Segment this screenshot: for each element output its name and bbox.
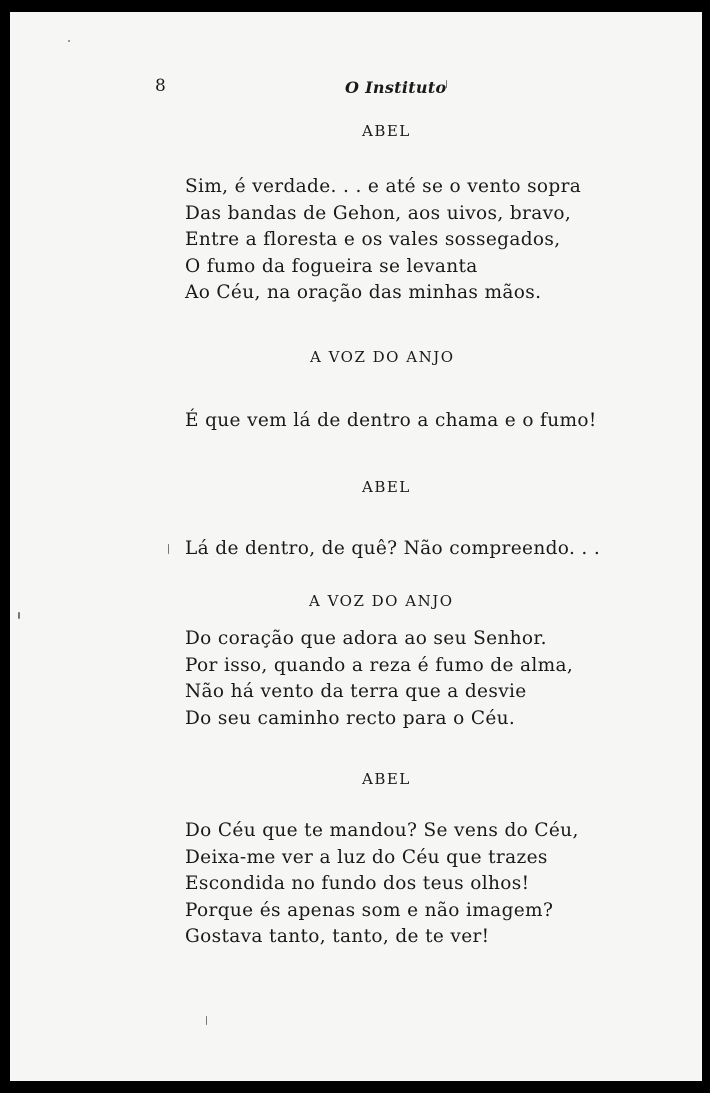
verse-stanza <box>185 408 597 435</box>
running-head: O Instituto <box>345 78 447 97</box>
verse-line: O fumo da fogueira se levanta <box>185 255 478 277</box>
verse-line: Do coração que adora ao seu Senhor. <box>185 628 547 649</box>
verse-line: Lá de dentro, de quê? Não compreendo. . . <box>185 538 601 559</box>
book-page <box>10 12 702 1081</box>
scan-speck <box>206 1016 207 1025</box>
scan-speck <box>446 80 447 88</box>
verse-line: É que vem lá de dentro a chama e o fumo! <box>185 410 597 431</box>
verse-stanza <box>185 818 579 951</box>
verse-line: Gostava tanto, tanto, de te ver! <box>185 926 490 947</box>
verse-line: Porque és apenas som e não imagem? <box>185 899 554 921</box>
verse-line: Não há vento da terra que a desvie <box>185 681 527 702</box>
speaker-heading: ABEL <box>362 770 411 788</box>
page-number: 8 <box>155 76 167 96</box>
verse-line: Ao Céu, na oração das minhas mãos. <box>185 282 542 303</box>
speaker-heading: A VOZ DO ANJO <box>310 348 455 366</box>
verse-line: Entre a floresta e os vales sossegados, <box>185 229 561 250</box>
verse-line: Por isso, quando a reza é fumo de alma, <box>185 654 574 676</box>
verse-line: Do seu caminho recto para o Céu. <box>185 707 516 729</box>
scan-speck <box>18 612 20 619</box>
verse-stanza <box>185 536 600 563</box>
verse-stanza <box>185 174 581 307</box>
verse-line: Escondida no fundo dos teus olhos! <box>185 873 530 894</box>
scan-speck <box>68 40 70 42</box>
verse-line: Do Céu que te mandou? Se vens do Céu, <box>185 820 579 841</box>
verse-line: Deixa-me ver a luz do Céu que trazes <box>185 846 548 868</box>
speaker-heading: ABEL <box>362 122 411 140</box>
scan-speck <box>168 544 169 554</box>
verse-stanza <box>185 626 573 732</box>
verse-line: Das bandas de Gehon, aos uivos, bravo, <box>185 202 572 224</box>
verse-line: Sim, é verdade. . . e até se o vento sopra <box>185 176 582 197</box>
speaker-heading: ABEL <box>362 478 411 496</box>
speaker-heading: A VOZ DO ANJO <box>309 592 454 610</box>
